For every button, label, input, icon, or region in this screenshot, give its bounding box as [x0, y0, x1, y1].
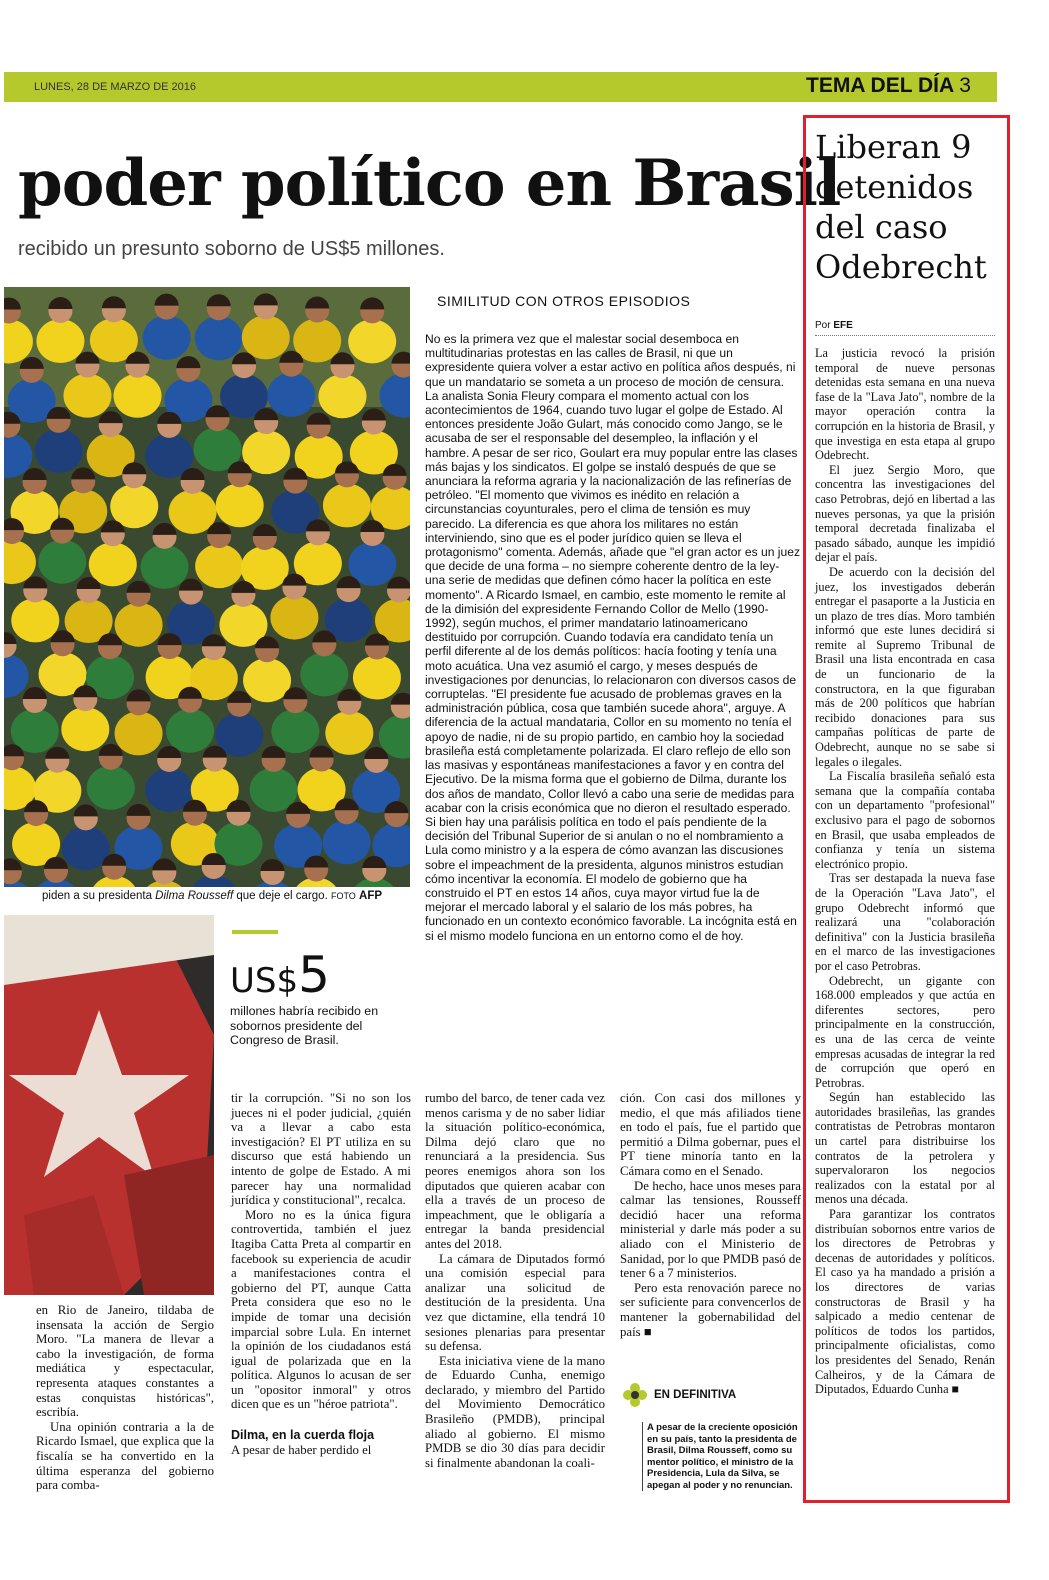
paragraph: Pero esta renovación parece no ser suficiente para convencerlos de mantener la gobernabilidad del país ■ [620, 1280, 801, 1339]
paragraph: ción. Con casi dos millones y medio, el que más afiliados tiene en todo el país, fue el partido que permitió a Dilma gobernar, pues el PT tiene minoría tanto en la Cámara como en el Senado. [620, 1091, 801, 1178]
article-column-2 [231, 1091, 411, 1457]
paragraph: Tras ser destapada la nueva fase de la Operación "Lava Jato", el grupo Odebrecht informó que realizará una "colaboración definitiva" con la Justicia brasileña en el marco de las investigaciones por el caso Petrobras. [815, 871, 995, 973]
paragraph: Una opinión contraria a la de Ricardo Ismael, que explica que la fiscalía se ha convertido en la última esperanza del gobierno para comba- [36, 1419, 214, 1493]
article-column-1 [36, 1303, 214, 1493]
paragraph: Odebrecht, un gigante con 168.000 empleados y que actúa en diferentes sectores, pero principalmente en la construcción, es una de las cerca de veinte empresas acusadas de integrar la red de corrupción que operó en Petrobras. [815, 973, 995, 1090]
issue-date: LUNES, 28 DE MARZO DE 2016 [34, 81, 197, 93]
accent-bar [232, 930, 278, 934]
column-subhead: Dilma, en la cuerda floja [231, 1428, 375, 1443]
paragraph: La Fiscalía brasileña señaló esta semana que la compañía contaba con un departamento "profesional" exclusivo para el pago de sobornos en Brasil, que usaba empleados de confianza y tenía un sistema electrónico propio. [815, 769, 995, 871]
en-definitiva-text: A pesar de la creciente oposición en su país, tanto la presidenta de Brasil, Dilma Rousseff, como su mentor político, el ministro de la Presidencia, Lula da Silva, se apegan al poder y no renuncian. [642, 1422, 805, 1491]
main-headline: poder político en Brasil [18, 146, 841, 221]
sidebar-title: Liberan 9 detenidos del caso Odebrecht [815, 128, 987, 286]
photo-caption: piden a su presidenta Dilma Rousseff que deje el cargo. FOTO AFP [42, 890, 383, 902]
paragraph: La justicia revocó la prisión temporal de nueve personas detenidas esta semana en una nueva fase de la "Lava Jato", nombre de la mayor operación contra la corrupción en la historia de Brasil, y que investiga en esta etapa al grupo Odebrecht. [815, 346, 995, 463]
paragraph: Moro no es la única figura controvertida, también el juez Itagiba Catta Preta al compartir en facebook su experiencia de acudir a manifestaciones contra el gobierno del PT, aunque Catta Preta considera que eso no le impide de tomar una decisión imparcial sobre Lula. En internet la opinión de los ciudadanos está igual de polarizada que en la política. Algunos lo acusan de ser un "opositor inmoral" y otros dicen que es un "héroe patriota". [231, 1207, 411, 1412]
sidebar-byline: Por EFE [815, 320, 853, 331]
paragraph: Para garantizar los contratos distribuían sobornos entre varios de los directores de Petrobras y decenas de autoridades y políticos. El caso ya ha mandado a prisión a los directores de varias constructoras de Brasil y ha salpicado a medio centenar de políticos de todos los partidos, principalmente oficialistas, como los presidentes del Senado, Renán Calheiros, y de la Cámara de Diputados, Eduardo Cunha ■ [815, 1207, 995, 1397]
divider [815, 335, 995, 336]
paragraph: tir la corrupción. "Si no son los jueces ni el poder judicial, ¿quién va a llevar a cabo esta investigación? El PT utiliza en su discurso que está habiendo un intento de golpe de Estado. A mi parecer hay una normalidad jurídica y constitucional", recalca. [231, 1091, 411, 1208]
paragraph: De hecho, hace unos meses para calmar las tensiones, Rousseff decidió hacer una reforma ministerial y darle más poder a su aliado con el Ministerio de Sanidad, por lo que PMDB pasó de tener 6 a 7 ministerios. [620, 1178, 801, 1281]
paragraph: rumbo del barco, de tener cada vez menos carisma y de no saber lidiar la situación político-económica, Dilma dejó claro que no renunciará a la presidencia. Sus peores enemigos ahora son los diputados que quieren acabar con ella a través de un proceso de impeachment, que le obligaría a entregar la banda presidencial antes del 2018. [425, 1091, 605, 1251]
section-title [806, 74, 971, 98]
section-kicker: SIMILITUD CON OTROS EPISODIOS [437, 293, 691, 309]
big-figure-text: millones habría recibido en sobornos presidente del Congreso de Brasil. [230, 1004, 379, 1047]
paragraph: Según han establecido las autoridades brasileñas, las grandes contratistas de Petrobras montaron un cartel para distribuirse los contratos de la petrolera y supervaloraron los negocios realizados con la estatal por al menos una década. [815, 1090, 995, 1207]
en-definitiva-title: EN DEFINITIVA [654, 1389, 737, 1401]
flower-icon [622, 1382, 648, 1408]
paragraph: La cámara de Diputados formó una comisión especial para analizar una solicitud de destitución de la presidenta. Una vez que dictamine, ella tendrá 10 sesiones plenarias para presentar su defensa. [425, 1251, 605, 1354]
section-name: TEMA DEL DÍA [806, 74, 954, 97]
article-column-3 [425, 1091, 605, 1470]
big-figure: US$5 [230, 946, 330, 1004]
article-column-4 [620, 1091, 801, 1339]
paragraph: A pesar de haber perdido el [231, 1442, 372, 1457]
pt-star-flag-photo [4, 915, 214, 1295]
sidebar-article-text [815, 346, 995, 1397]
similitud-article-text: No es la primera vez que el malestar social desemboca en multitudinarias protestas en las calles de Brasil, ni que un expresidente quiera volver a estar activo en política años después, ni que un mandatario se someta a un proceso de moción de censura. La analista Sonia Fleury compara el momento actual con los acontecimientos de 1964, cuando tuvo lugar el golpe de Estado. Al entonces presidente João Gulart, más conocido como Jango, se le acusaba de ser el responsable del desempleo, la inflación y el hambre. A pesar de ser rico, Goulart era muy popular entre las clases más bajas y los sindicatos. El golpe se instaló después de que se anunciara la reforma agraria y la nacionalización de las refinerías de petróleo. "El momento que vivimos es inédito en relación a circunstancias coyunturales, pero el clima de tensión es muy parecido. La diferencia es que ahora los militares no están interviniendo, sino que es el poder jurídico quien se lleva el protagonismo" comenta. Además, añade que "el gran actor es un juez que decide de una forma – no siempre coherente dentro de la ley- una serie de medidas que definen cómo hacer la política en este momento". A Ricardo Ismael, en cambio, este momento le remite al de la dimisión del expresidente Fernando Collor de Mello (1990-1992), según muchos, el primer mandatario latinoamericano destituido por corrupción. Cuando todavía era candidato tenía un perfil diferente al de los demás políticos: hacía footing y tenía una moto acuática. Una vez asumió el cargo, y meses después de investigaciones por denuncias, lo relacionaron con diversos casos de corruptelas. "El presidente fue acusado de problemas graves en la administración pública, cosa que también sucede ahora", arguye. A diferencia de la actual mandataria, Collor en su momento no tenía el apoyo de nadie, ni de su propio partido, en cambio hoy la sociedad brasileña está completamente polarizada. El claro reflejo de ello son las masivas y espontáneas manifestaciones a favor y en contra del Ejecutivo. De la misma forma que el gobierno de Dilma, durante los dos años de mandato, Collor llevó a cabo una serie de medidas para acabar con la crisis económica que no dieron el resultado esperado. Si bien hay una parálisis política en todo el país pendiente de la decisión del Tribunal Superior de si anulan o no el nombramiento a Lula como ministro y a la espera de cómo avanzan las discusiones sobre el impeachment de la presidenta, algunos ministros estudian cómo incentivar la economía. El modelo de gobierno que ha construido el PT en estos 14 años, cuya mayor virtud fue la de mejorar el mercado laboral y el salario de los más pobres, ha funcionado en un contexto económico favorable. La incógnita está en si el mismo modelo funciona en un entorno como el de hoy. [425, 332, 800, 943]
paragraph: El juez Sergio Moro, que concentra las investigaciones del caso Petrobras, dejó en libertad a las nueves personas, ya que la prisión temporal decretada finalizaba el pasado sábado, aunque les impidió dejar el país. [815, 462, 995, 565]
paragraph: De acuerdo con la decisión del juez, los investigados deberán entregar el pasaporte a la Justicia en un plazo de tres días. Moro también informó que este lunes decidirá si remite al Supremo Tribunal de Brasil una lista encontrada en casa de un funcionario de la constructora, en la que figuraban más de 200 políticos que habrían recibido donaciones para sus campañas políticas de parte de Odebrecht, aunque no se sabe si legales o ilegales. [815, 564, 995, 769]
paragraph: Esta iniciativa viene de la mano de Eduardo Cunha, enemigo declarado, y miembro del Partido del Movimiento Democrático Brasileño (PMDB), principal aliado al gobierno. El mismo PMDB se dio 30 días para decidir si finalmente abandonan la coali- [425, 1353, 605, 1470]
page-number: 3 [959, 74, 971, 97]
crowd-protest-photo [4, 287, 410, 887]
paragraph: en Rio de Janeiro, tildaba de insensata la acción de Sergio Moro. "La manera de llevar a cabo la investigación, de forma mediática y espectacular, representa ataques constantes a estas conquistas históricas", escribía. [36, 1303, 214, 1420]
main-subheadline: recibido un presunto soborno de US$5 millones. [18, 238, 445, 260]
